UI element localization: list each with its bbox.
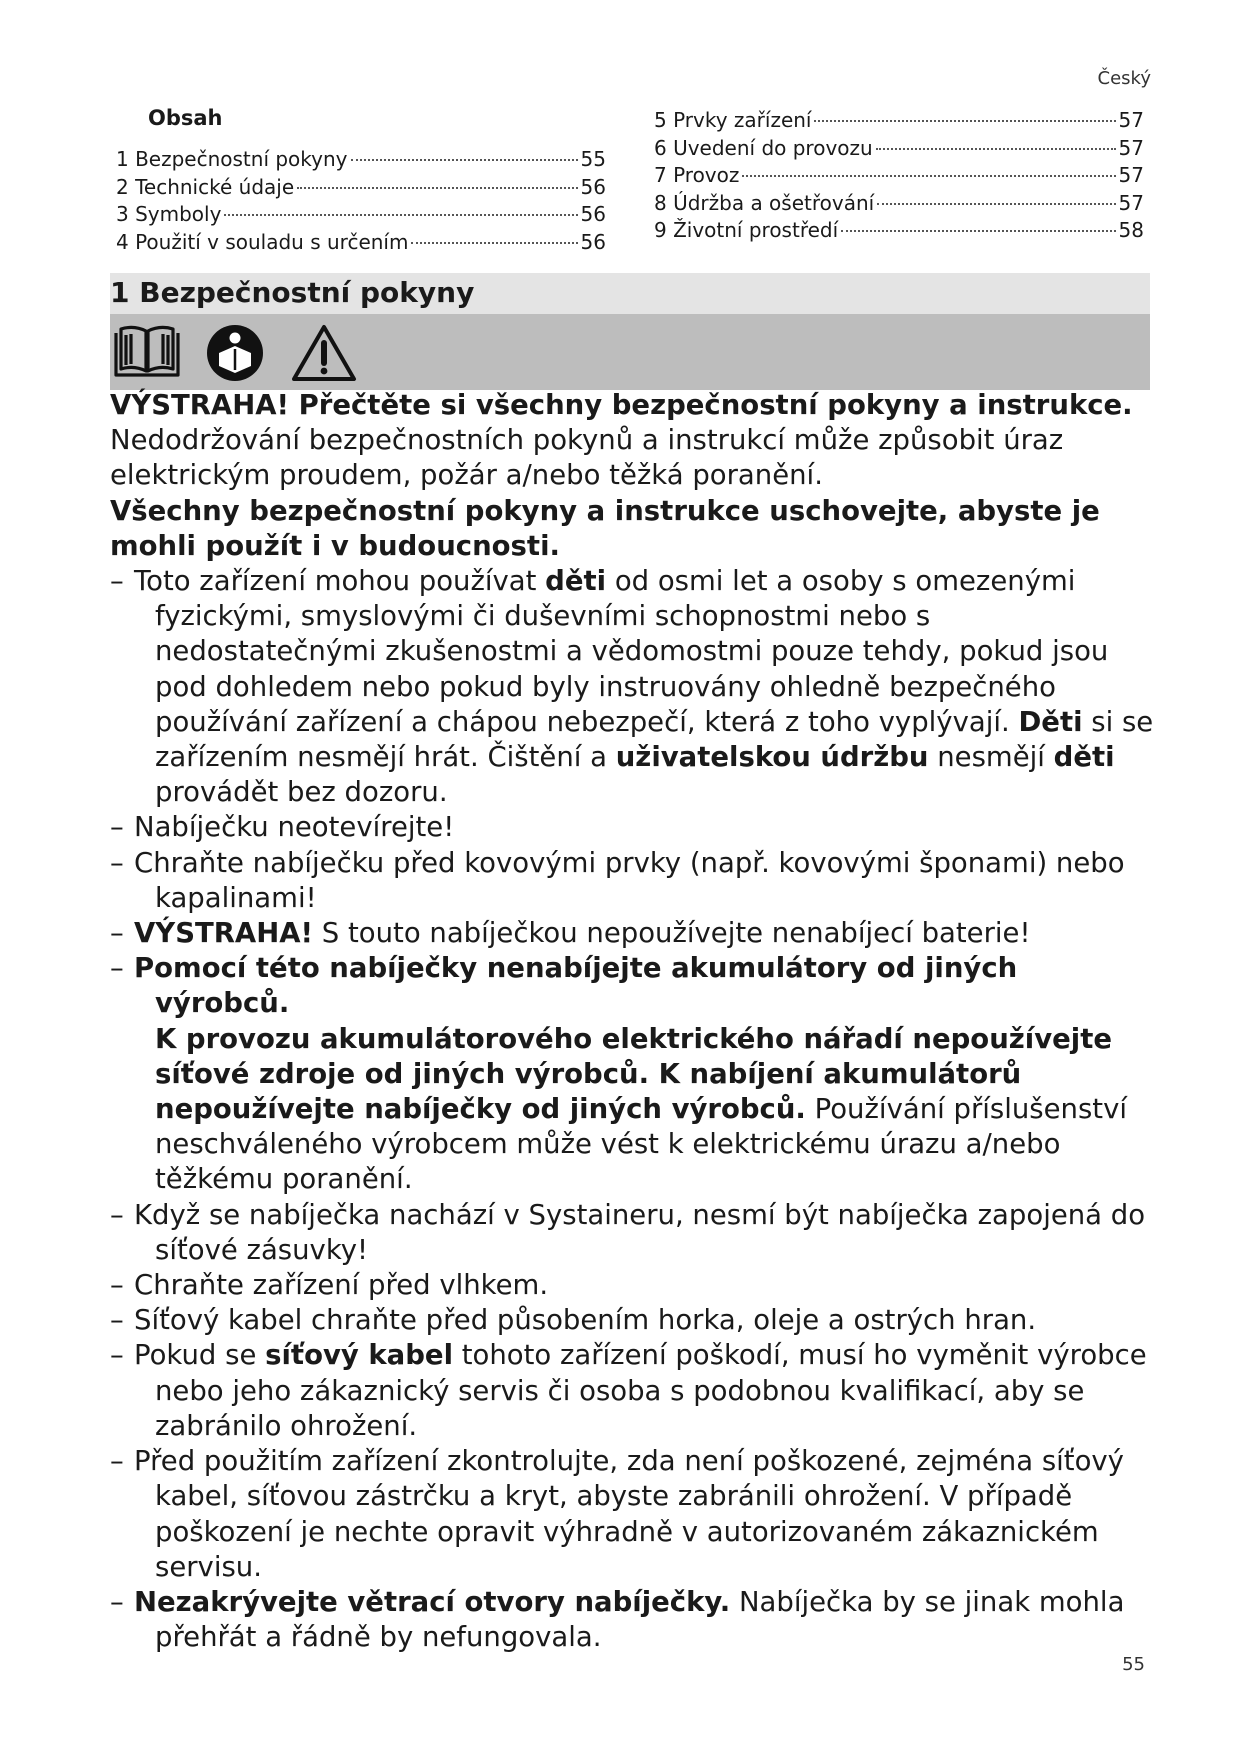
language-label: Český [1097,68,1151,89]
safety-instructions-body [110,388,1160,1655]
toc-entry[interactable]: 2 Technické údaje 56 [116,174,606,199]
list-item: – Nezakrývejte větrací otvory nabíječky. Nabíječka by se jinak mohla přehřát a řádně by nefungovala. [110,1585,1125,1654]
section-title: 1 Bezpečnostní pokyny [110,276,475,309]
list-item: – Nabíječku neotevírejte! [110,811,455,844]
safety-icons-band [110,314,1150,390]
toc-entry[interactable]: 5 Prvky zařízení 57 [654,108,1144,132]
toc-entry[interactable]: 1 Bezpečnostní pokyny 55 [116,147,606,171]
keep-instructions-note: Všechny bezpečnostní pokyny a instrukce uschovejte, abyste je mohli použít i v budoucnosti. [110,494,1100,562]
read-instructions-icon [205,323,265,383]
page-number: 55 [1122,1654,1145,1675]
list-item: – Toto zařízení mohou používat děti od osmi let a osoby s omezenými fyzickými, smyslovými či duševními schopnostmi nebo s nedostatečnými zkušenostmi a vědomostmi pouze tehdy, pokud jsou pod dohledem nebo pokud byly instruovány ohledně bezpečného používání zařízení a chápou nebezpečí, která z toho vyplývají. Děti si se zařízením nesmějí hrát. Čištění a uživatelskou údržbu nesmějí děti provádět bez dozoru. [110,565,1154,809]
list-item: – Před použitím zařízení zkontrolujte, zda není poškozené, zejména síťový kabel, síťovou zástrčku a kryt, abyste zabránili ohrožení. V případě poškození je nechte opravit výhradně v autorizovaném zákaznickém servisu. [110,1445,1124,1583]
manual-book-icon [112,323,182,381]
toc-right-column [654,107,1144,245]
list-item: – Když se nabíječka nachází v Systaineru, nesmí být nabíječka zapojená do síťové zásuvky! [110,1198,1146,1266]
toc-entry[interactable]: 8 Údržba a ošetřování 57 [654,190,1144,215]
list-item: – Chraňte nabíječku před kovovými prvky (např. kovovými šponami) nebo kapalinami! [110,846,1125,914]
toc-entry[interactable]: 9 Životní prostředí 58 [654,218,1144,242]
list-item: – Pokud se síťový kabel tohoto zařízení poškodí, musí ho vyměnit výrobce nebo jeho zákaznický servis či osoba s podobnou kvalifikací, aby se zabránilo ohrožení. [110,1339,1147,1442]
list-item: – VÝSTRAHA! S touto nabíječkou nepoužívejte nenabíjecí baterie! [110,917,1031,950]
section-heading-bar [110,273,1150,314]
toc-title: Obsah [148,106,223,130]
toc-entry[interactable]: 7 Provoz 57 [654,163,1144,187]
list-item: – Chraňte zařízení před vlhkem. [110,1269,549,1302]
list-item: – Síťový kabel chraňte před působením horka, oleje a ostrých hran. [110,1304,1037,1337]
toc-left-column [116,146,606,256]
toc-entry[interactable]: 3 Symboly 56 [116,202,606,226]
toc-entry[interactable]: 6 Uvedení do provozu 57 [654,135,1144,160]
warning-paragraph: VÝSTRAHA! Přečtěte si všechny bezpečnostní pokyny a instrukce. Nedodržování bezpečnostních pokynů a instrukcí může způsobit úraz elektrickým proudem, požár a/nebo těžká poranění. [110,389,1133,492]
toc-entry[interactable]: 4 Použití v souladu s určením 56 [116,229,606,254]
warning-triangle-icon [290,323,358,383]
list-item: – Pomocí této nabíječky nenabíjejte akumulátory od jiných výrobců. K provozu akumulátorového elektrického nářadí nepoužívejte síťové zdroje od jiných výrobců. K nabíjení akumulátorů nepoužívejte nabíječky od jiných výrobců. Používání příslušenství neschváleného výrobcem může vést k elektrickému úrazu a/nebo těžkému poranění. [110,952,1128,1196]
